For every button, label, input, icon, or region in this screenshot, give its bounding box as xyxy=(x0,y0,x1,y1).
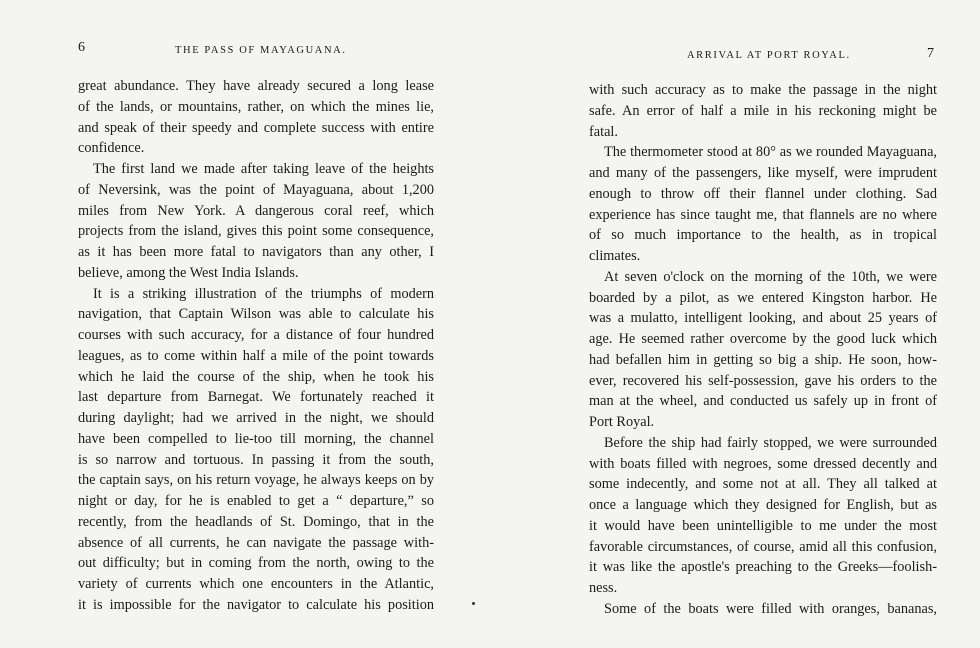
text-line: climates. xyxy=(589,248,641,264)
text-line: variety of currents which one encounters in the Atlantic, xyxy=(78,576,434,592)
text-line: It is a striking illustration of the triumphs of modern xyxy=(93,285,434,302)
text-line: with such accuracy as to make the passage in the night xyxy=(589,82,937,98)
text-line: ness. xyxy=(589,580,618,596)
text-line: the captain says, on his return voyage, he always keeps on by xyxy=(78,472,434,489)
text-line: At seven o'clock on the morning of the 10th, we were xyxy=(604,268,937,285)
text-line: The thermometer stood at 80° as we rounded Mayaguana, xyxy=(604,144,937,161)
text-line: of so much importance to the health, as in tropical xyxy=(589,227,937,244)
text-line: had befallen him in getting so big a ship. He soon, how- xyxy=(589,351,937,368)
text-line: fatal. xyxy=(589,123,618,140)
text-line: experience has since taught me, that flannels are no where xyxy=(589,206,937,223)
text-line: once a language which they designed for English, but as xyxy=(589,497,937,513)
text-line: and many of the passengers, like myself, were imprudent xyxy=(589,165,937,181)
text-line: ever, recovered his self-possession, gave his orders to the xyxy=(589,372,937,389)
text-line: with boats filled with negroes, some dressed decently and xyxy=(589,455,937,472)
text-line: and speak of their speedy and complete success with entire xyxy=(78,119,434,136)
text-line: some indecently, and some not at all. They all talked at xyxy=(589,476,937,493)
text-line: navigation, that Captain Wilson was able to calculate his xyxy=(78,306,434,323)
text-line: courses with such accuracy, for a distance of four hundred xyxy=(78,327,434,343)
text-line: enough to throw off their flannel under clothing. Sad xyxy=(589,185,937,202)
text-line: out difficulty; but in coming from the north, owing to the xyxy=(78,555,434,572)
text-line: was a mulatto, intelligent looking, and about 25 years of xyxy=(589,310,937,327)
page-number: 6 xyxy=(78,40,85,55)
text-line: projects from the island, gives this point some consequence, xyxy=(78,223,434,240)
text-line: Some of the boats were filled with oranges, bananas, xyxy=(604,600,937,617)
text-line: leagues, as to come within half a mile of the point towards xyxy=(78,347,434,364)
text-line: of the lands, or mountains, rather, on which the mines lie, xyxy=(78,98,434,115)
text-line: last departure from Barnegat. We fortunately reached it xyxy=(78,389,434,406)
body-text xyxy=(78,76,434,616)
text-line: is so narrow and tortuous. In passing it from the south, xyxy=(78,451,434,468)
text-line: The first land we made after taking leave of the heights xyxy=(93,161,434,177)
text-line: absence of all currents, he can navigate the passage with- xyxy=(78,534,434,551)
text-line: Before the ship had fairly stopped, we were surrounded xyxy=(604,434,937,451)
text-line: miles from New York. A dangerous coral reef, which xyxy=(78,202,434,219)
text-line: it would have been unintelligible to me under the most xyxy=(589,517,937,534)
text-line: it was like the apostle's preaching to the Greeks—foolish- xyxy=(589,559,937,576)
ink-speck xyxy=(472,602,475,605)
text-line: as it has been more fatal to navigators than any other, I xyxy=(78,244,434,260)
body-text xyxy=(589,80,937,620)
page-number: 7 xyxy=(927,46,934,61)
text-line: confidence. xyxy=(78,140,145,157)
text-line: man at the wheel, and conducted us safely up in front of xyxy=(589,393,937,410)
text-line: have been compelled to lie-too till morning, the channel xyxy=(78,430,434,447)
text-line: great abundance. They have already secured a long lease xyxy=(78,78,434,94)
text-line: Port Royal. xyxy=(589,414,655,430)
text-line: during daylight; had we arrived in the night, we should xyxy=(78,410,434,426)
text-line: favorable circumstances, of course, amid all this confusion, xyxy=(589,538,937,555)
running-head: ARRIVAL AT PORT ROYAL. xyxy=(687,50,851,61)
text-line: boarded by a pilot, as we entered Kingston harbor. He xyxy=(589,289,937,306)
text-line: age. He seemed rather overcome by the good luck which xyxy=(589,331,937,347)
text-line: recently, from the headlands of St. Domingo, that in the xyxy=(78,513,434,530)
text-line: night or day, for he is enabled to get a “ departure,” so xyxy=(78,493,434,509)
running-head: THE PASS OF MAYAGUANA. xyxy=(175,45,347,56)
text-line: safe. An error of half a mile in his reckoning might be xyxy=(589,102,937,119)
text-line: it is impossible for the navigator to calculate his position xyxy=(78,596,434,613)
text-line: believe, among the West India Islands. xyxy=(78,264,299,281)
text-line: of Neversink, was the point of Mayaguana, about 1,200 xyxy=(78,181,434,198)
text-line: which he laid the course of the ship, when he took his xyxy=(78,368,434,385)
